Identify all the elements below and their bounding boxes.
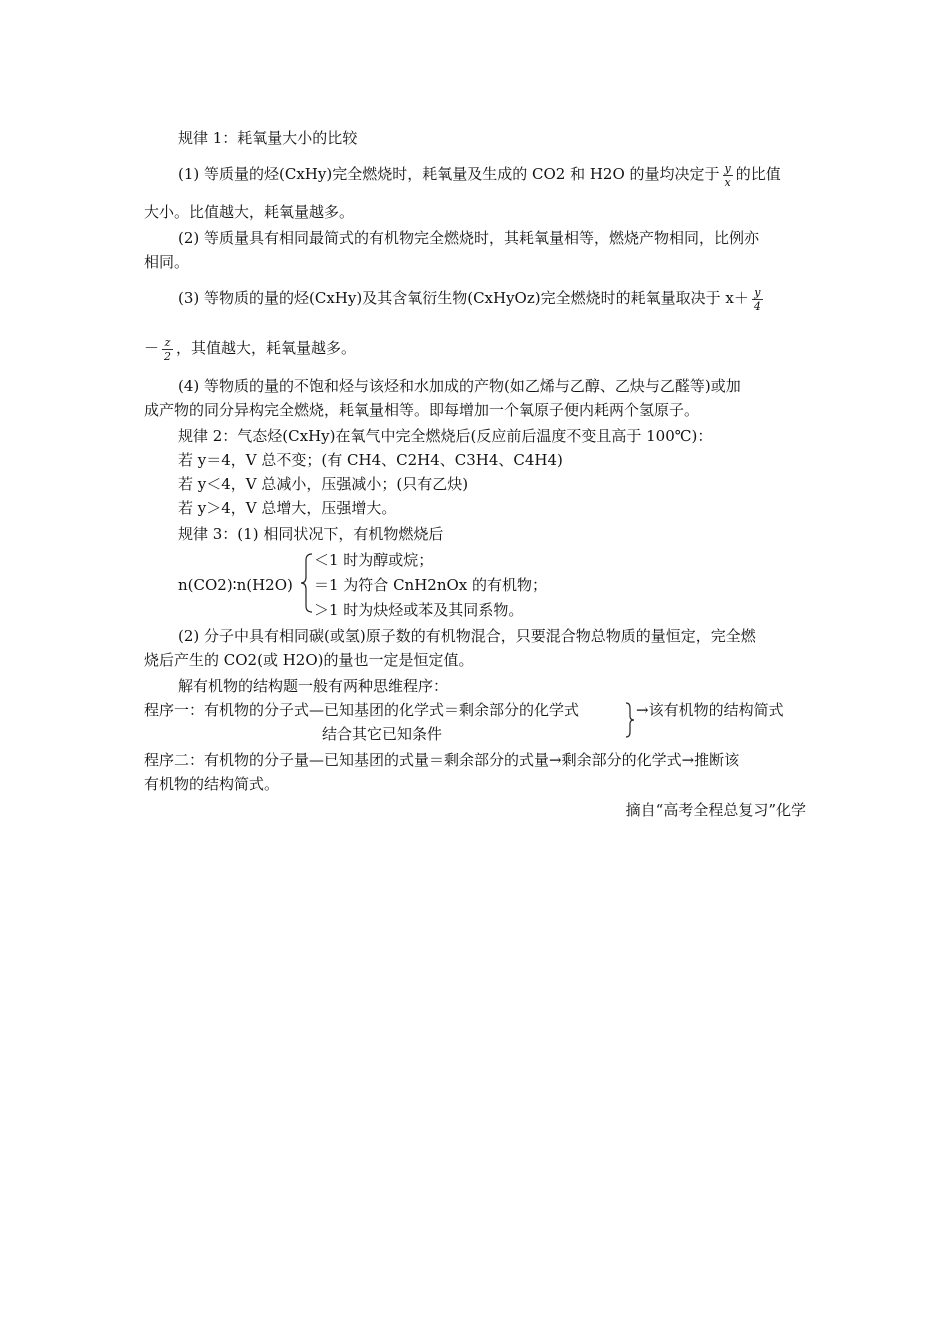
fraction-denominator: 4 — [753, 299, 761, 313]
ratio-label: n(CO2)∶n(H2O) — [178, 576, 293, 594]
rule1-p3-line2 — [144, 334, 356, 363]
rule1-p1-text-b: 的比值 — [735, 165, 781, 183]
structure-intro: 解有机物的结构题一般有两种思维程序： — [178, 677, 449, 695]
rule2-case-equal: 若 y＝4，V 总不变；(有 CH4、C2H4、C3H4、C4H4) — [178, 451, 563, 469]
rule1-p3-text-b: ，其值越大，耗氧量越多。 — [176, 339, 357, 357]
rule3-title: 规律 3：(1) 相同状况下，有机物燃烧后 — [178, 525, 444, 543]
rule2-case-greater: 若 y＞4，V 总增大，压强增大。 — [178, 499, 397, 517]
procedure-one-right: →该有机物的结构简式 — [636, 701, 784, 719]
rule2-case-less: 若 y＜4，V 总减小，压强减小；(只有乙炔) — [178, 475, 469, 493]
y-over-4-fraction — [752, 286, 763, 313]
source-citation: 摘自“高考全程总复习”化学 — [625, 801, 806, 819]
procedure-one-left: 程序一：有机物的分子式—已知基团的化学式＝剩余部分的化学式 — [144, 701, 580, 719]
rule1-p3-text-a: (3) 等物质的量的烃(CxHy)及其含氧衍生物(CxHyOz)完全燃烧时的耗氧量取决于 x＋ — [178, 289, 749, 307]
rule1-p4-line2: 成产物的同分异构完全燃烧，耗氧量相等。即每增加一个氧原子便内耗两个氢原子。 — [144, 401, 700, 419]
fraction-denominator: x — [724, 175, 731, 189]
left-curly-brace-icon — [300, 552, 314, 614]
fraction-numerator: y — [724, 161, 731, 175]
fraction-numerator: y — [752, 286, 763, 300]
rule1-p2-line2: 相同。 — [144, 253, 190, 271]
z-over-2-fraction — [162, 336, 173, 363]
right-curly-brace-icon — [624, 701, 636, 739]
fraction-denominator: 2 — [164, 349, 172, 363]
minus-sign: － — [144, 339, 160, 357]
rule1-p3-line1 — [178, 284, 766, 313]
procedure-two-line1: 程序二：有机物的分子量—已知基团的式量＝剩余部分的式量→剩余部分的化学式→推断该 — [144, 751, 740, 769]
fraction-numerator: z — [162, 336, 173, 350]
rule3-p2-line1: (2) 分子中具有相同碳(或氢)原子数的有机物混合，只要混合物总物质的量恒定，完全燃 — [178, 627, 756, 645]
rule1-title: 规律 1：耗氧量大小的比较 — [178, 129, 358, 147]
procedure-one-condition: 结合其它已知条件 — [322, 725, 443, 743]
ratio-branch-less-than-1: ＜1 时为醇或烷； — [314, 551, 434, 569]
rule1-p1-text-a: (1) 等质量的烃(CxHy)完全燃烧时，耗氧量及生成的 CO2 和 H2O 的量均决定于 — [178, 165, 720, 183]
rule3-p2-line2: 烧后产生的 CO2(或 H2O)的量也一定是恒定值。 — [144, 651, 474, 669]
rule1-p2-line1: (2) 等质量具有相同最简式的有机物完全燃烧时，其耗氧量相等，燃烧产物相同，比例亦 — [178, 229, 760, 247]
rule1-p4-line1: (4) 等物质的量的不饱和烃与该烃和水加成的产物(如乙烯与乙醇、乙炔与乙醛等)或加 — [178, 377, 741, 395]
y-over-x-fraction — [723, 162, 733, 189]
ratio-branch-equal-1: ＝1 为符合 CnH2nOx 的有机物； — [314, 576, 548, 594]
procedure-two-line2: 有机物的结构简式。 — [144, 775, 280, 793]
rule1-p1-line2: 大小。比值越大，耗氧量越多。 — [144, 203, 355, 221]
ratio-branch-greater-than-1: ＞1 时为炔烃或苯及其同系物。 — [314, 601, 524, 619]
rule1-p1-line1 — [178, 160, 781, 189]
rule2-title: 规律 2：气态烃(CxHy)在氧气中完全燃烧后(反应前后温度不变且高于 100℃)： — [178, 427, 713, 445]
